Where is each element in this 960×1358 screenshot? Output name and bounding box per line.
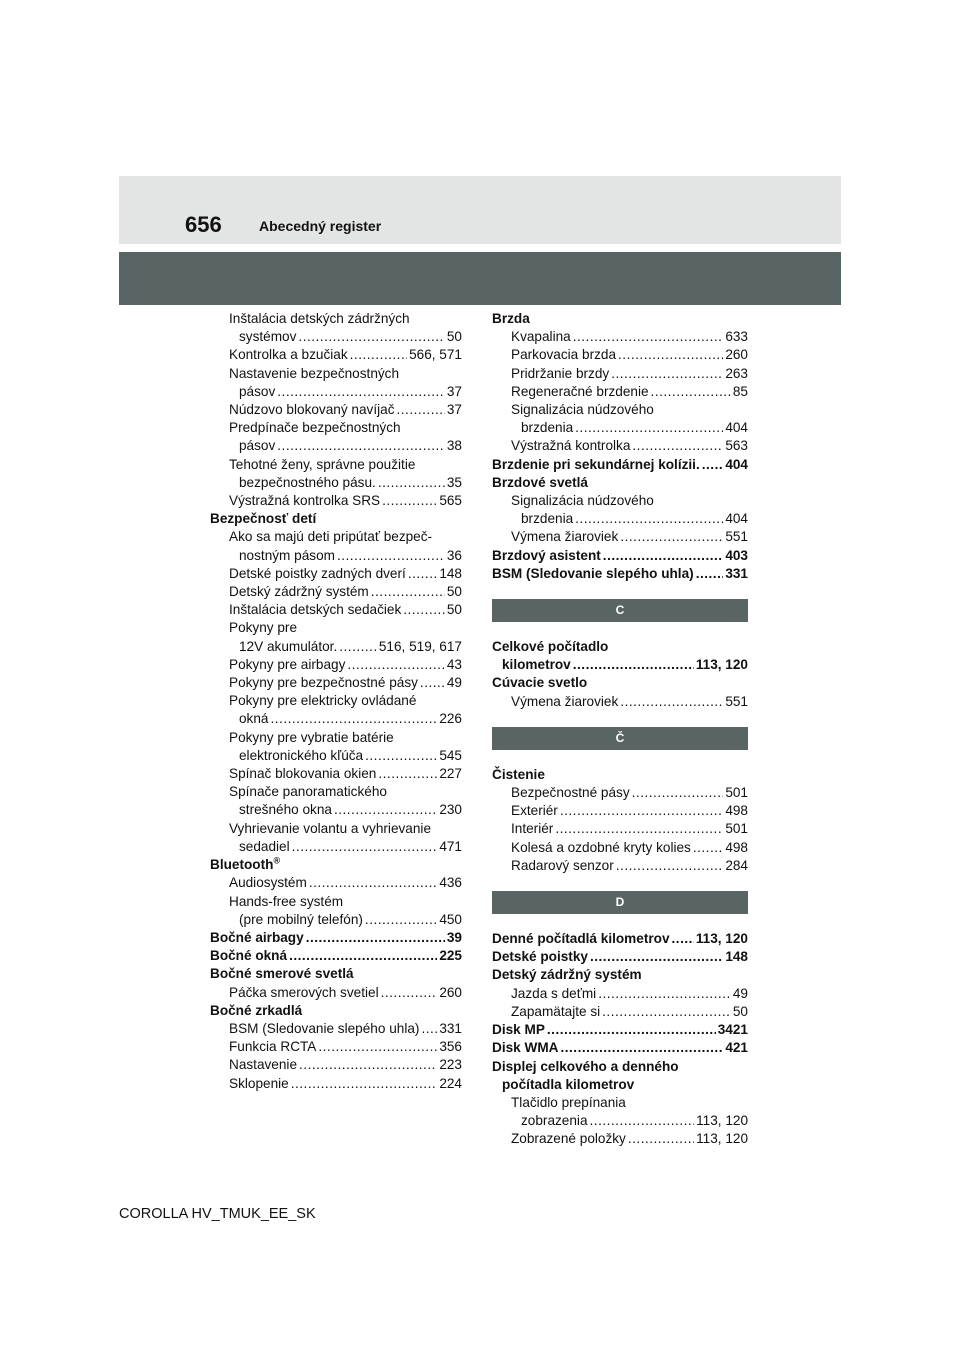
index-entry: strešného okna ..... 230 [210,801,462,819]
index-heading: počítadla kilometrov [502,1076,635,1092]
index-entry: Ako sa majú deti pripútať bezpeč- [229,529,433,545]
index-entry: Exteriér ..... 498 [492,802,748,820]
index-entry: Funkcia RCTA ..... 356 [210,1038,462,1056]
index-entry: Pokyny pre airbagy ..... 43 [210,656,462,674]
index-entry: (pre mobilný telefón) ..... 450 [210,911,462,929]
index-entry: Pokyny pre vybratie batérie [229,729,394,745]
index-entry: Hands-free systém [229,893,344,909]
index-entry: Výstražná kontrolka ..... 563 [492,437,748,455]
index-entry: Predpínače bezpečnostných [229,420,401,436]
index-entry: Zobrazené položky ..... 113, 120 [492,1130,748,1148]
letter-band-c: C [492,599,748,622]
index-entry: systémov ..... 50 [210,328,462,346]
index-entry: Detské poistky zadných dverí ..... 148 [210,565,462,583]
page-number: 656 [185,212,222,237]
footer-text: COROLLA HV_TMUK_EE_SK [119,1206,316,1222]
index-entry: Výmena žiaroviek ..... 551 [492,528,748,546]
section-title: Abecedný register [259,218,382,234]
index-heading: Cúvacie svetlo [492,675,588,691]
index-entry: Pokyny pre [229,620,298,636]
letter-band-ch: Č [492,727,748,750]
index-heading: Denné počítadlá kilometrov ..... 113, 120 [492,930,748,948]
index-heading: Disk MP ..... 3421 [492,1021,748,1039]
index-heading: Čistenie [492,766,545,782]
index-entry: Kvapalina ..... 633 [492,328,748,346]
index-heading: Detské poistky ..... 148 [492,948,748,966]
index-entry: Radarový senzor ..... 284 [492,857,748,875]
index-entry: Výmena žiaroviek ..... 551 [492,693,748,711]
index-entry: nostným pásom ..... 36 [210,547,462,565]
index-heading: Brzdenie pri sekundárnej kolízii. ..... 404 [492,456,748,474]
header-bar [119,176,841,244]
index-entry: brzdenia ..... 404 [492,510,748,528]
index-entry: Parkovacia brzda ..... 260 [492,346,748,364]
index-entry: Bezpečnostné pásy ..... 501 [492,784,748,802]
index-entry: Interiér ..... 501 [492,820,748,838]
index-heading: Bočné smerové svetlá [210,966,354,982]
index-entry: bezpečnostného pásu. ..... 35 [210,474,462,492]
index-heading: Detský zádržný systém [492,967,642,983]
index-entry: pásov ..... 38 [210,437,462,455]
index-entry: Tlačidlo prepínania [511,1094,626,1110]
index-entry: Zapamätajte si ..... 50 [492,1003,748,1021]
index-entry: BSM (Sledovanie slepého uhla) ..... 331 [210,1020,462,1038]
index-entry: zobrazenia ..... 113, 120 [492,1112,748,1130]
index-heading: Brzda [492,311,530,326]
index-entry: Inštalácia detských sedačiek ..... 50 [210,601,462,619]
index-entry: 12V akumulátor. ..... 516, 519, 617 [210,638,462,656]
index-entry: Spínač blokovania okien ..... 227 [210,765,462,783]
index-entry: Jazda s deťmi ..... 49 [492,985,748,1003]
index-heading: Celkové počítadlo [492,639,609,655]
index-entry: pásov ..... 37 [210,383,462,401]
index-heading: Bočné okná ..... 225 [210,947,462,965]
index-entry: Signalizácia núdzového [511,493,654,509]
index-entry: okná ..... 226 [210,710,462,728]
index-entry: Pridržanie brzdy ..... 263 [492,365,748,383]
index-entry: Nastavenie bezpečnostných [229,365,400,381]
index-entry: Nastavenie ..... 223 [210,1056,462,1074]
index-entry: Páčka smerových svetiel ..... 260 [210,984,462,1002]
index-entry: Sklopenie ..... 224 [210,1075,462,1093]
index-heading: Disk WMA ..... 421 [492,1039,748,1057]
index-heading: kilometrov ..... 113, 120 [492,656,748,674]
index-entry: Núdzovo blokovaný navíjač ..... 37 [210,401,462,419]
index-entry: Regeneračné brzdenie ..... 85 [492,383,748,401]
index-entry: Pokyny pre elektricky ovládané [229,693,417,709]
index-heading: Bočné airbagy ..... 39 [210,929,462,947]
index-entry: sedadiel ..... 471 [210,838,462,856]
letter-band-d: D [492,891,748,914]
index-entry: Vyhrievanie volantu a vyhrievanie [229,820,432,836]
index-entry: Audiosystém ..... 436 [210,874,462,892]
index-column-left [210,310,462,1093]
header-dark-band [119,252,841,305]
index-heading: Brzdové svetlá [492,474,588,490]
index-heading: Bluetooth® [210,855,281,873]
index-entry: Detský zádržný systém ..... 50 [210,583,462,601]
index-entry: Kolesá a ozdobné kryty kolies ..... 498 [492,839,748,857]
index-entry: Pokyny pre bezpečnostné pásy ..... 49 [210,674,462,692]
index-entry: Výstražná kontrolka SRS ..... 565 [210,492,462,510]
registered-mark: ® [273,855,281,866]
index-entry: Kontrolka a bzučiak ..... 566, 571 [210,346,462,364]
index-column-right [492,310,748,1149]
index-entry: Spínače panoramatického [229,784,387,800]
index-heading: Brzdový asistent ..... 403 [492,547,748,565]
index-entry: brzdenia ..... 404 [492,419,748,437]
index-heading: Bezpečnosť detí [210,511,317,527]
index-entry: Signalizácia núdzového [511,402,654,418]
index-heading: Displej celkového a denného [492,1058,679,1074]
index-heading: Bočné zrkadlá [210,1002,303,1018]
index-entry: Inštalácia detských zádržných [229,311,410,326]
index-entry: elektronického kľúča ..... 545 [210,747,462,765]
index-entry: Tehotné ženy, správne použitie [229,456,416,472]
index-heading: BSM (Sledovanie slepého uhla) ..... 331 [492,565,748,583]
